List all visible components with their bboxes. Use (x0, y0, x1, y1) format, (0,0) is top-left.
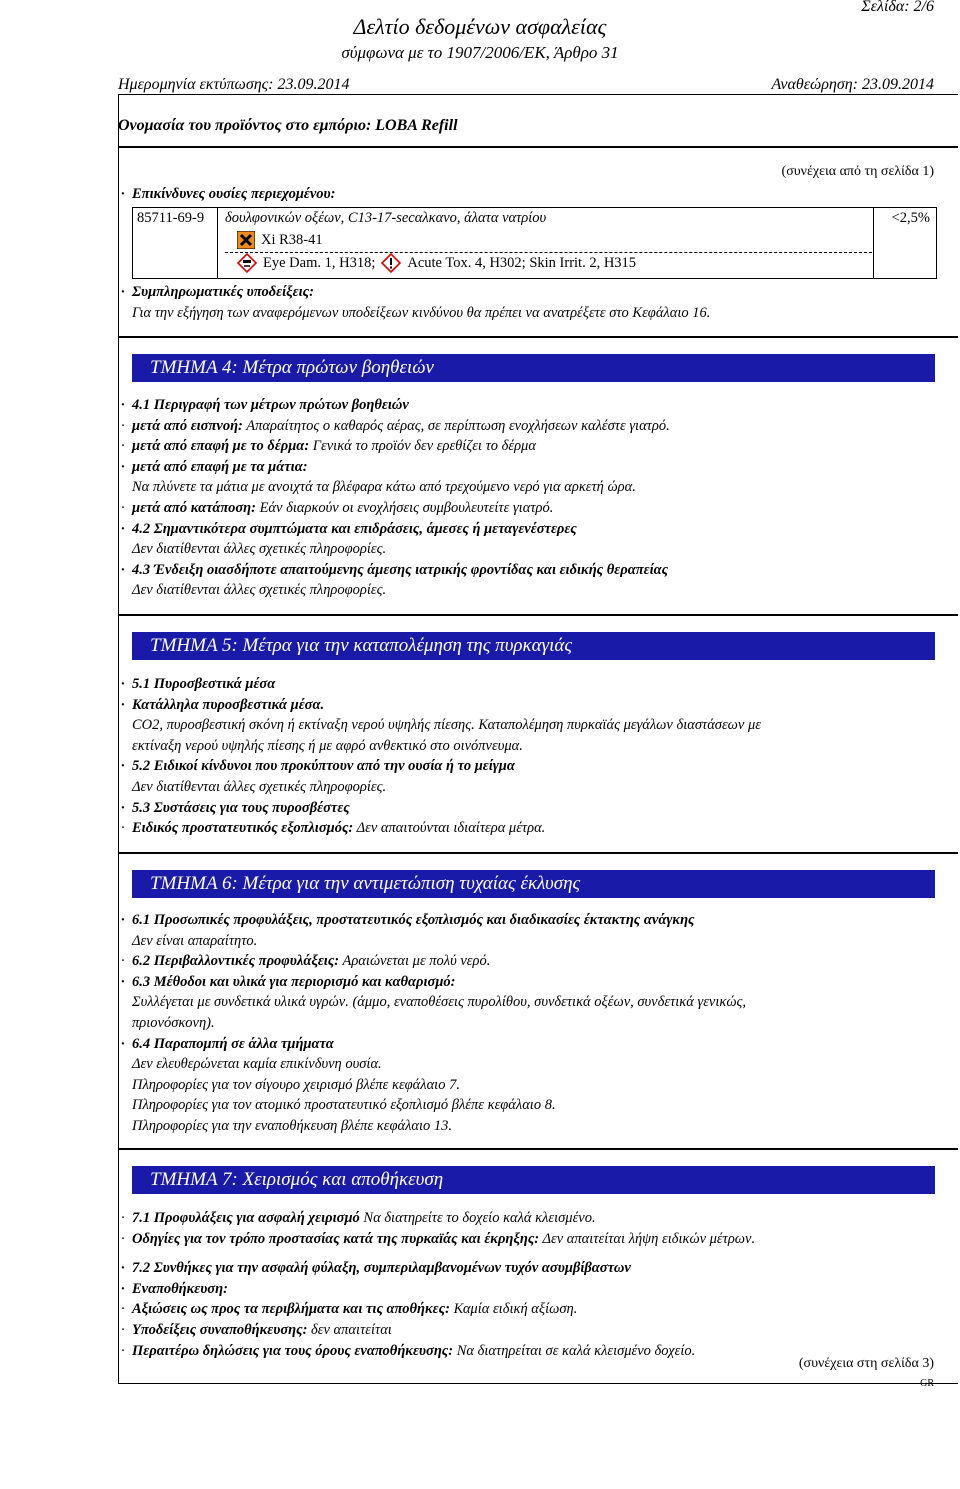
hazardous-title: · Επικίνδυνες ουσίες περιεχομένου: (132, 184, 934, 205)
fire-protection: · Οδηγίες για τον τρόπο προστασίας κατά της πυρκαϊάς και έκρηξης: Δεν απαιτείται λήψη ειδικών μέτρων. (132, 1229, 934, 1250)
section-4-header (132, 354, 935, 382)
supplementary-block (132, 282, 934, 323)
s6-1-title: · 6.1 Προσωπικές προφυλάξεις, προστατευτικός εξοπλισμός και διαδικασίες έκτακτης ανάγκης (132, 910, 934, 931)
s6-3-text-2: πριονόσκονη). (132, 1014, 215, 1031)
classification-clp-text-b: Acute Tox. 4, H302; Skin Irrit. 2, H315 (407, 254, 637, 271)
page-number: Σελίδα: 2/6 (861, 0, 934, 15)
s7-1: · 7.1 Προφυλάξεις για ασφαλή χειρισμό Να διατηρείτε το δοχείο καλά κλεισμένο. (132, 1208, 934, 1229)
classification-clp (237, 253, 636, 273)
section-7-body (132, 1208, 934, 1361)
concentration: <2,5% (891, 210, 930, 226)
section-5-title: ΤΜΗΜΑ 5: Μέτρα για την καταπολέμηση της πυρκαγιάς (150, 635, 573, 656)
section-divider (118, 336, 958, 338)
ingestion: · μετά από κατάποση: Εάν διαρκούν οι ενοχλήσεις συμβουλευτείτε γιατρό. (132, 498, 934, 519)
s6-4-text-4: Πληροφορίες για την εναποθήκευση βλέπε κεφάλαιο 13. (132, 1117, 452, 1134)
document-subtitle: σύμφωνα με το 1907/2006/ΕΚ, Άρθρο 31 (341, 43, 619, 62)
s6-4-title: · 6.4 Παραπομπή σε άλλα τμήματα (132, 1034, 934, 1055)
corrosion-icon (237, 253, 257, 273)
print-date: Ημερομηνία εκτύπωσης: 23.09.2014 (118, 76, 350, 93)
continued-to: (συνέχεια στη σελίδα 3) (798, 1356, 934, 1371)
storage-requirements: · Αξιώσεις ως προς τα περιβλήματα και τις αποθήκες: Καμία ειδική αξίωση. (132, 1299, 934, 1320)
hazardous-title-block (132, 184, 934, 205)
eye-contact-title: · μετά από επαφή με τα μάτια: (132, 457, 934, 478)
s6-1-text: Δεν είναι απαραίτητο. (132, 932, 258, 949)
section-divider (118, 852, 958, 854)
substance-name: δουλφονικών οξέων, C13-17-secαλκανο, άλατα νατρίου (225, 210, 547, 226)
s7-2-title: · 7.2 Συνθήκες για την ασφαλή φύλαξη, συμπεριλαμβανομένων τυχόν ασυμβίβαστων (132, 1258, 934, 1279)
product-name: Ονομασία του προϊόντος στο εμπόριο: LOBA Refill (118, 117, 458, 134)
suitable-media-title: · Κατάλληλα πυροσβεστικά μέσα. (132, 695, 934, 716)
exclamation-icon (381, 253, 401, 273)
suitable-media-text-1: CO2, πυροσβεστική σκόνη ή εκτίναξη νερού υψηλής πίεσης. Καταπολέμηση πυρκαϊάς μεγάλων διαστάσεων με (132, 717, 761, 734)
s6-4-text-3: Πληροφορίες για τον ατομικό προστατευτικό εξοπλισμό βλέπε κεφάλαιο 8. (132, 1097, 556, 1114)
special-ppe: · Ειδικός προστατευτικός εξοπλισμός: Δεν απαιτούνται ιδιαίτερα μέτρα. (132, 818, 934, 839)
storage-title: · Εναποθήκευση: (132, 1279, 934, 1300)
section-7-header (132, 1166, 935, 1194)
classification-dsd (237, 231, 323, 249)
storage-hints: · Υποδείξεις συναποθήκευσης: δεν απαιτείται (132, 1320, 934, 1341)
section-4-title: ΤΜΗΜΑ 4: Μέτρα πρώτων βοηθειών (150, 357, 434, 378)
continued-from: (συνέχεια από τη σελίδα 1) (781, 164, 934, 179)
s6-3-title: · 6.3 Μέθοδοι και υλικά για περιορισμό και καθαρισμό: (132, 972, 934, 993)
suitable-media-text-2: εκτίναξη νερού υψηλής πίεσης ή με αφρό ανθεκτικό στο οινόπνευμα. (132, 737, 523, 754)
section-6-header (132, 870, 935, 898)
section-divider (118, 614, 958, 616)
s5-3-title: · 5.3 Συστάσεις για τους πυροσβέστες (132, 798, 934, 819)
s5-2-text: Δεν διατίθενται άλλες σχετικές πληροφορίες. (132, 778, 387, 795)
ingredient-table (132, 207, 937, 279)
classification-dsd-text: Xi R38-41 (261, 231, 323, 248)
section-5-body (132, 674, 934, 839)
s6-4-text-2: Πληροφορίες για τον σίγουρο χειρισμό βλέπε κεφάλαιο 7. (132, 1076, 460, 1093)
supplementary-text: Για την εξήγηση των αναφερόμενων υποδείξεων κινδύνου θα πρέπει να ανατρέξετε στο Κεφάλαιο 16. (132, 304, 711, 321)
s6-4-text-1: Δεν ελευθερώνεται καμία επικίνδυνη ουσία. (132, 1056, 382, 1073)
section-4-body (132, 395, 934, 601)
supplementary-title: · Συμπληρωματικές υποδείξεις: (132, 282, 934, 303)
s4-1-title: · 4.1 Περιγραφή των μέτρων πρώτων βοηθειών (132, 395, 934, 416)
irritant-x-icon (237, 231, 255, 249)
skin-contact: · μετά από επαφή με το δέρμα: Γενικά το προϊόν δεν ερεθίζει το δέρμα (132, 436, 934, 457)
s4-3-text: Δεν διατίθενται άλλες σχετικές πληροφορίες. (132, 582, 387, 599)
table-divider (217, 208, 218, 278)
s5-1-title: · 5.1 Πυροσβεστικά μέσα (132, 674, 934, 695)
section-divider (118, 1148, 958, 1150)
s6-3-text-1: Συλλέγεται με συνδετικά υλικά υγρών. (άμμο, εναποθέσεις πυρολίθου, συνδετικά οξέων, συνδετικά γενικώς, (132, 994, 746, 1011)
cas-number: 85711-69-9 (137, 210, 205, 226)
s4-2-title: · 4.2 Σημαντικότερα συμπτώματα και επιδράσεις, άμεσες ή μεταγενέστερες (132, 519, 934, 540)
storage-further: · Περαιτέρω δηλώσεις για τους όρους εναποθήκευσης: Να διατηρείται σε καλά κλεισμένο δοχείο. (132, 1341, 934, 1362)
revision-date: Αναθεώρηση: 23.09.2014 (771, 76, 934, 93)
section-6-title: ΤΜΗΜΑ 6: Μέτρα για την αντιμετώπιση τυχαίας έκλυσης (150, 873, 581, 894)
s4-2-text: Δεν διατίθενται άλλες σχετικές πληροφορίες. (132, 541, 387, 558)
document-title: Δελτίο δεδομένων ασφαλείας (353, 14, 607, 39)
s5-2-title: · 5.2 Ειδικοί κίνδυνοι που προκύπτουν από την ουσία ή το μείγμα (132, 756, 934, 777)
classification-clp-text-a: Eye Dam. 1, H318; (263, 254, 376, 271)
language-code: GR (920, 1378, 934, 1389)
table-divider (873, 208, 874, 278)
eye-contact-text: Να πλύνετε τα μάτια με ανοιχτά τα βλέφαρα κάτω από τρεχούμενο νερό για αρκετή ώρα. (132, 479, 636, 496)
inhalation: · μετά από εισπνοή: Απαραίτητος ο καθαρός αέρας, σε περίπτωση ενοχλήσεων καλέστε γιατρό. (132, 416, 934, 437)
section-6-body (132, 910, 934, 1137)
s6-2: · 6.2 Περιβαλλοντικές προφυλάξεις: Αραιώνεται με πολύ νερό. (132, 951, 934, 972)
section-7-title: ΤΜΗΜΑ 7: Χειρισμός και αποθήκευση (150, 1169, 444, 1190)
s4-3-title: · 4.3 Ένδειξη οιασδήποτε απαιτούμενης άμεσης ιατρικής φροντίδας και ειδικής θεραπείας (132, 560, 934, 581)
section-5-header (132, 632, 935, 660)
